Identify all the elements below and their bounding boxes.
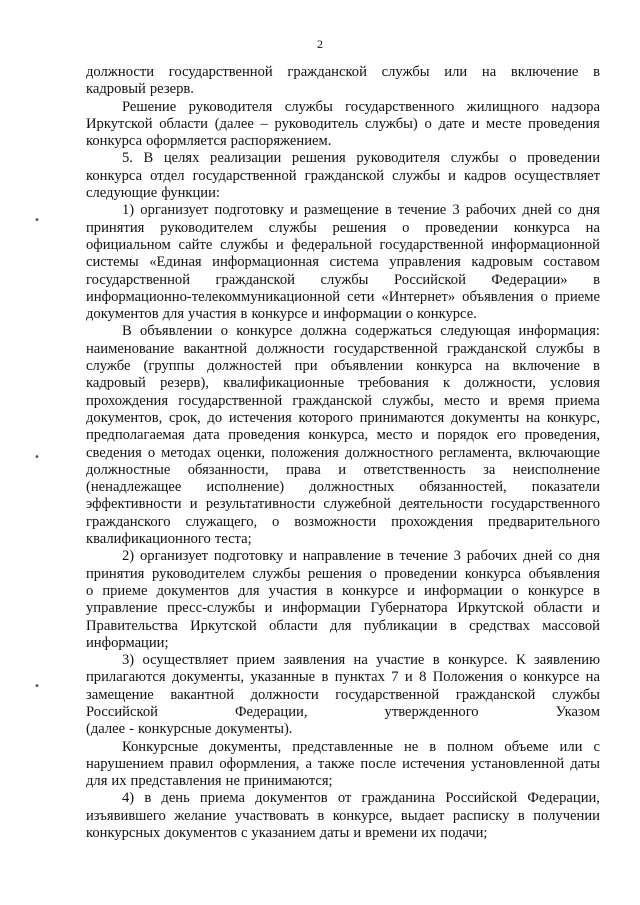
text-line: конкурсных документов с указанием даты и времени их подачи; — [86, 825, 488, 842]
text-line: сведения о методах оценки, положения должностного регламента, включающие — [86, 444, 600, 461]
text-line: наименование вакантной должности государственной гражданской службы в — [86, 340, 600, 357]
text-line: изъявившего желание участвовать в конкурсе, выдает расписку в получении — [86, 807, 600, 824]
text-line: системы «Единая информационная система управления кадровым составом — [86, 254, 600, 271]
text-line: службе (группы должностей при объявлении конкурса на включение в — [86, 358, 600, 375]
text-line: 4) в день приема документов от гражданина Российской Федерации, — [122, 790, 600, 807]
margin-mark: • — [34, 215, 40, 226]
text-line: управление пресс-службы и информации Губернатора Иркутской области и — [86, 600, 600, 617]
text-line: конкурса отдел государственной гражданской службы и кадров осуществляет — [86, 167, 600, 184]
text-line: прилагаются документы, указанные в пунктах 7 и 8 Положения о конкурсе на — [86, 669, 600, 686]
text-line: Российской Федерации, утвержденного Указом — [86, 703, 600, 720]
text-line: государственной гражданской службы Российской Федерации» в — [86, 271, 600, 288]
text-line: должности государственной гражданской службы или на включение в — [86, 64, 600, 80]
text-line: информационно-телекоммуникационной сети «Интернет» объявления о приеме — [86, 288, 600, 305]
text-line: эффективности и результативности служебной деятельности государственного — [86, 496, 600, 513]
text-line: нарушением правил оформления, а также после истечения установленной даты — [86, 755, 600, 772]
text-line: 1) организует подготовку и размещение в течение 3 рабочих дней со дня — [122, 202, 600, 219]
text-line: В объявлении о конкурсе должна содержаться следующая информация: — [122, 323, 600, 340]
text-line: должностные обязанности, права и ответственность за неисполнение — [86, 461, 600, 478]
text-line: официальном сайте службы и федеральной государственной информационной — [86, 236, 600, 253]
text-line: 2) организует подготовку и направление в течение 3 рабочих дней со дня — [122, 548, 600, 565]
text-line: о приеме документов для участия в конкурсе и информации о конкурсе в — [86, 582, 600, 599]
text-line: прохождения государственной гражданской службы, место и время приема — [86, 392, 600, 409]
text-line: Конкурсные документы, представленные не в полном объеме или с — [122, 738, 600, 755]
text-line: гражданского служащего, о возможности прохождения предварительного — [86, 513, 600, 530]
page-number: 2 — [317, 37, 323, 51]
margin-mark: • — [34, 681, 40, 692]
margin-mark: • — [34, 452, 40, 463]
text-line: (далее - конкурсные документы). — [86, 721, 293, 738]
text-line: документов для участия в конкурсе и информации о конкурсе. — [86, 306, 477, 323]
text-line: предполагаемая дата проведения конкурса, место и порядок его проведения, — [86, 427, 600, 444]
text-line: Правительства Иркутской области для публикации в средствах массовой — [86, 617, 600, 634]
text-line: замещение вакантной должности государственной гражданской службы — [86, 686, 600, 703]
text-line: кадровый резерв), квалификационные требования к должности, условия — [86, 375, 600, 392]
document-body — [86, 64, 600, 842]
text-line: (ненадлежащее исполнение) должностных обязанностей, показатели — [86, 479, 600, 496]
text-line: принятия руководителем службы решения о проведении конкурса на — [86, 219, 600, 236]
text-line: кадровый резерв. — [86, 81, 194, 98]
text-line: 3) осуществляет прием заявления на участие в конкурсе. К заявлению — [122, 652, 600, 669]
text-line: конкурса оформляется распоряжением. — [86, 133, 332, 150]
text-line: документов, срок, до истечения которого принимаются документы на конкурс, — [86, 409, 600, 426]
text-line: Иркутской области (далее – руководитель службы) о дате и месте проведения — [86, 115, 600, 132]
text-line: принятия руководителем службы решения о проведении конкурса объявления — [86, 565, 600, 582]
text-line: квалификационного теста; — [86, 531, 252, 548]
text-line: 5. В целях реализации решения руководителя службы о проведении — [122, 150, 600, 167]
text-line: Решение руководителя службы государственного жилищного надзора — [122, 98, 600, 115]
text-line: следующие функции: — [86, 185, 220, 202]
text-line: информации; — [86, 634, 169, 651]
text-line: для их представления не принимаются; — [86, 773, 333, 790]
